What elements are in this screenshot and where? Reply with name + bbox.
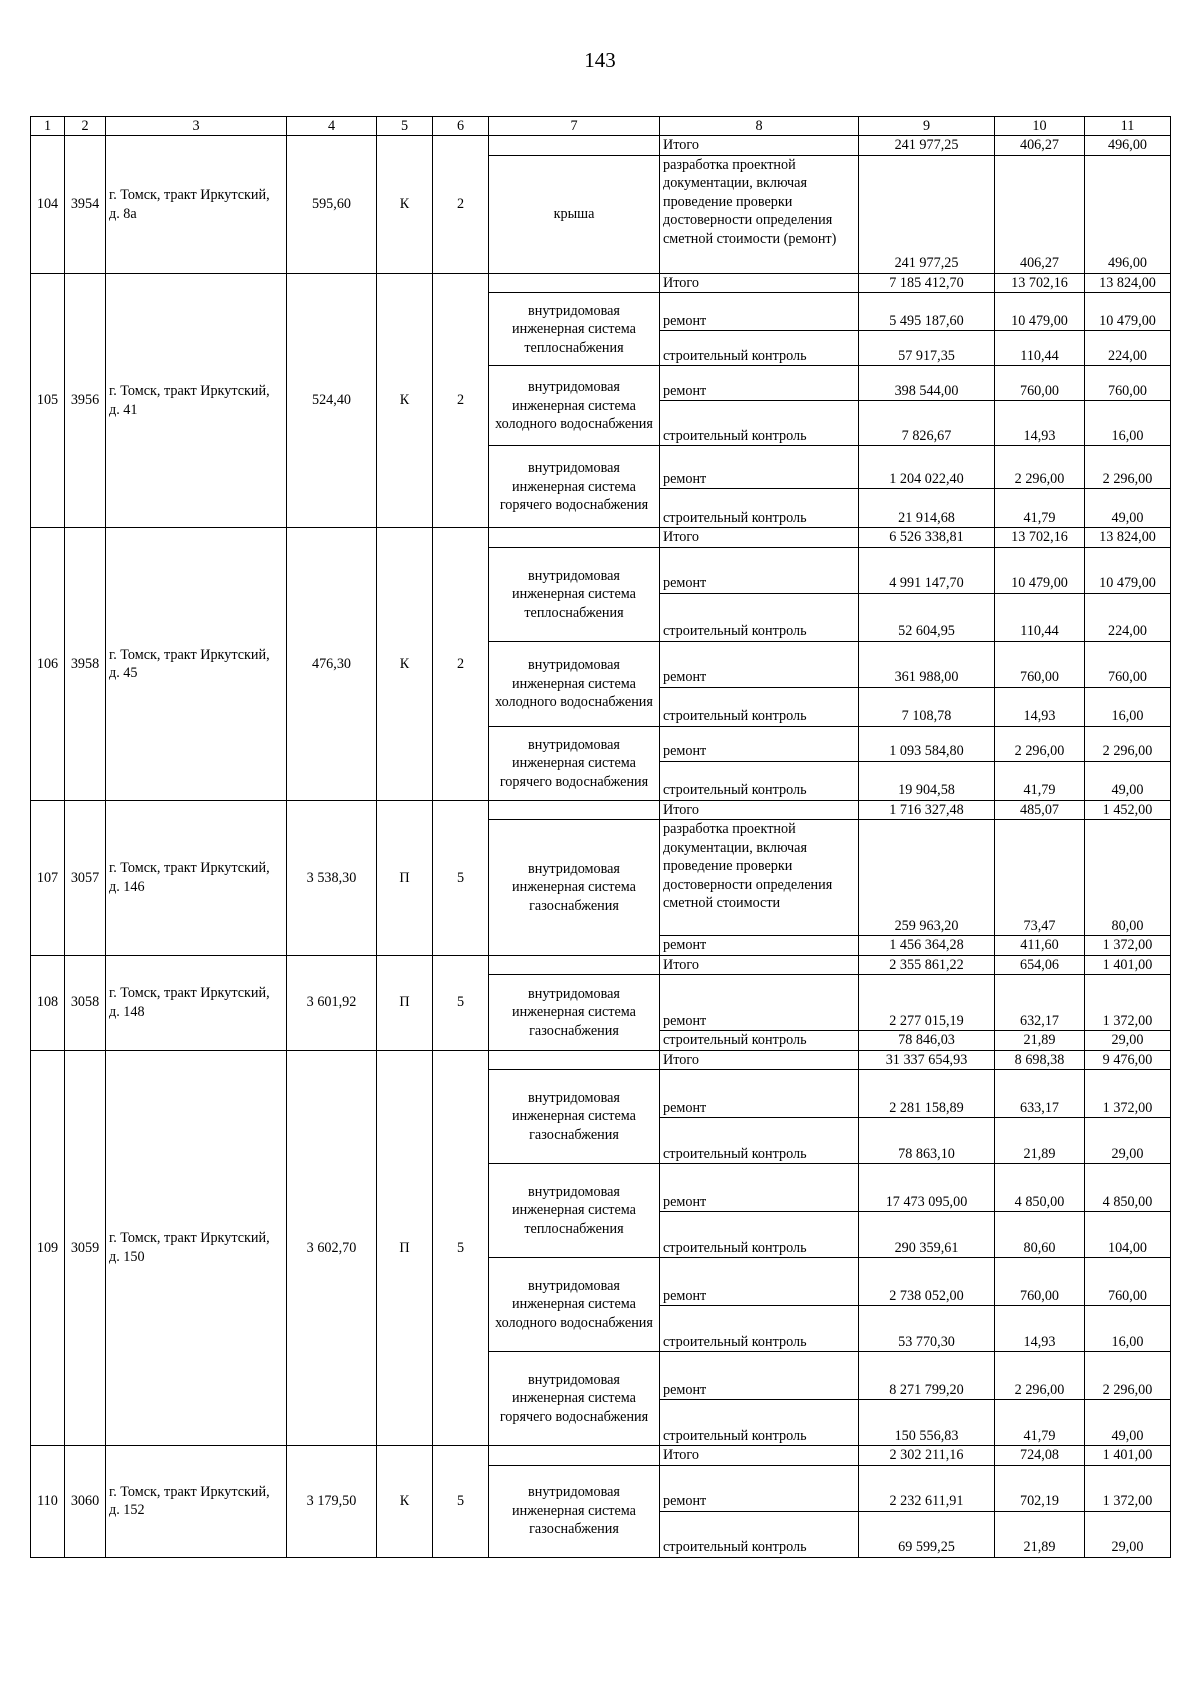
work-limit-cost: 16,00 (1085, 1306, 1171, 1352)
work-unit-cost: 760,00 (995, 1258, 1085, 1306)
wall-material: К (377, 1446, 433, 1557)
work-type: разработка проектной документации, включая проведение проверки достоверности определения сметной стоимости (660, 820, 859, 936)
wall-material: К (377, 273, 433, 527)
work-unit-cost: 21,89 (995, 1511, 1085, 1557)
work-unit-cost: 14,93 (995, 1306, 1085, 1352)
work-limit-cost: 224,00 (1085, 593, 1171, 641)
work-system: внутридомовая инженерная система холодного водоснабжения (489, 366, 660, 446)
work-type: строительный контроль (660, 1306, 859, 1352)
total-cost: 241 977,25 (859, 136, 995, 155)
work-limit-cost: 10 479,00 (1085, 293, 1171, 331)
work-unit-cost: 2 296,00 (995, 446, 1085, 489)
total-limit-cost: 13 824,00 (1085, 528, 1171, 547)
header-cell: 9 (859, 117, 995, 136)
house-address: г. Томск, тракт Иркутский, д. 45 (106, 528, 287, 800)
house-code: 3059 (65, 1050, 106, 1445)
house-row (31, 273, 1171, 292)
work-limit-cost: 49,00 (1085, 489, 1171, 528)
floor-count: 2 (433, 528, 489, 800)
page-number: 143 (584, 48, 616, 72)
house-address: г. Томск, тракт Иркутский, д. 8а (106, 136, 287, 273)
header-cell: 7 (489, 117, 660, 136)
house-area: 3 602,70 (287, 1050, 377, 1445)
work-system: внутридомовая инженерная система холодного водоснабжения (489, 641, 660, 726)
house-area: 524,40 (287, 273, 377, 527)
house-code: 3060 (65, 1446, 106, 1557)
work-limit-cost: 29,00 (1085, 1031, 1171, 1050)
header-cell: 5 (377, 117, 433, 136)
work-system: внутридомовая инженерная система холодного водоснабжения (489, 1258, 660, 1352)
work-type: строительный контроль (660, 1400, 859, 1446)
header-cell: 3 (106, 117, 287, 136)
work-cost: 5 495 187,60 (859, 293, 995, 331)
work-unit-cost: 406,27 (995, 155, 1085, 273)
floor-count: 5 (433, 1050, 489, 1445)
work-cost: 150 556,83 (859, 1400, 995, 1446)
work-unit-cost: 632,17 (995, 975, 1085, 1031)
total-limit-cost: 1 452,00 (1085, 800, 1171, 819)
work-type: ремонт (660, 1070, 859, 1118)
work-limit-cost: 496,00 (1085, 155, 1171, 273)
row-number: 108 (31, 955, 65, 1050)
total-limit-cost: 9 476,00 (1085, 1050, 1171, 1069)
work-type: ремонт (660, 641, 859, 687)
total-limit-cost: 1 401,00 (1085, 955, 1171, 974)
work-unit-cost: 2 296,00 (995, 1352, 1085, 1400)
work-cost: 17 473 095,00 (859, 1164, 995, 1212)
work-unit-cost: 80,60 (995, 1212, 1085, 1258)
work-cost: 259 963,20 (859, 820, 995, 936)
total-unit-cost: 406,27 (995, 136, 1085, 155)
work-limit-cost: 2 296,00 (1085, 446, 1171, 489)
total-label: Итого (660, 273, 859, 292)
work-system: внутридомовая инженерная система газоснабжения (489, 1070, 660, 1164)
wall-material: К (377, 528, 433, 800)
work-system: внутридомовая инженерная система газоснабжения (489, 1465, 660, 1557)
empty-cell (489, 1050, 660, 1069)
house-row (31, 800, 1171, 819)
row-number: 110 (31, 1446, 65, 1557)
header-cell: 1 (31, 117, 65, 136)
work-type: строительный контроль (660, 1031, 859, 1050)
work-type: ремонт (660, 1465, 859, 1511)
house-code: 3058 (65, 955, 106, 1050)
empty-cell (489, 955, 660, 974)
work-system: внутридомовая инженерная система газоснабжения (489, 820, 660, 955)
house-address: г. Томск, тракт Иркутский, д. 41 (106, 273, 287, 527)
total-cost: 7 185 412,70 (859, 273, 995, 292)
work-limit-cost: 10 479,00 (1085, 547, 1171, 593)
house-address: г. Томск, тракт Иркутский, д. 152 (106, 1446, 287, 1557)
total-cost: 6 526 338,81 (859, 528, 995, 547)
total-label: Итого (660, 1446, 859, 1465)
work-system: крыша (489, 155, 660, 273)
header-cell: 4 (287, 117, 377, 136)
floor-count: 5 (433, 1446, 489, 1557)
header-cell: 6 (433, 117, 489, 136)
total-limit-cost: 496,00 (1085, 136, 1171, 155)
work-type: строительный контроль (660, 687, 859, 726)
total-cost: 2 302 211,16 (859, 1446, 995, 1465)
work-cost: 1 456 364,28 (859, 936, 995, 955)
work-type: ремонт (660, 446, 859, 489)
work-unit-cost: 4 850,00 (995, 1164, 1085, 1212)
work-cost: 52 604,95 (859, 593, 995, 641)
work-type: ремонт (660, 547, 859, 593)
work-system: внутридомовая инженерная система теплоснабжения (489, 547, 660, 641)
work-cost: 290 359,61 (859, 1212, 995, 1258)
house-area: 595,60 (287, 136, 377, 273)
work-limit-cost: 760,00 (1085, 1258, 1171, 1306)
total-unit-cost: 13 702,16 (995, 273, 1085, 292)
work-limit-cost: 49,00 (1085, 1400, 1171, 1446)
work-unit-cost: 14,93 (995, 687, 1085, 726)
house-address: г. Томск, тракт Иркутский, д. 146 (106, 800, 287, 955)
house-code: 3956 (65, 273, 106, 527)
work-system: внутридомовая инженерная система теплоснабжения (489, 1164, 660, 1258)
work-type: ремонт (660, 1352, 859, 1400)
house-code: 3954 (65, 136, 106, 273)
work-cost: 4 991 147,70 (859, 547, 995, 593)
work-type: строительный контроль (660, 761, 859, 800)
work-limit-cost: 104,00 (1085, 1212, 1171, 1258)
work-cost: 7 826,67 (859, 401, 995, 446)
row-number: 105 (31, 273, 65, 527)
wall-material: П (377, 1050, 433, 1445)
house-code: 3958 (65, 528, 106, 800)
total-label: Итого (660, 528, 859, 547)
row-number: 107 (31, 800, 65, 955)
work-limit-cost: 760,00 (1085, 641, 1171, 687)
work-limit-cost: 29,00 (1085, 1118, 1171, 1164)
work-type: ремонт (660, 936, 859, 955)
work-cost: 8 271 799,20 (859, 1352, 995, 1400)
work-unit-cost: 41,79 (995, 1400, 1085, 1446)
work-cost: 57 917,35 (859, 331, 995, 366)
work-cost: 53 770,30 (859, 1306, 995, 1352)
work-limit-cost: 4 850,00 (1085, 1164, 1171, 1212)
empty-cell (489, 273, 660, 292)
work-type: строительный контроль (660, 331, 859, 366)
total-limit-cost: 1 401,00 (1085, 1446, 1171, 1465)
work-type: строительный контроль (660, 1511, 859, 1557)
work-cost: 1 204 022,40 (859, 446, 995, 489)
total-cost: 2 355 861,22 (859, 955, 995, 974)
floor-count: 2 (433, 273, 489, 527)
work-unit-cost: 110,44 (995, 331, 1085, 366)
work-cost: 78 846,03 (859, 1031, 995, 1050)
work-limit-cost: 1 372,00 (1085, 936, 1171, 955)
work-system: внутридомовая инженерная система горячего водоснабжения (489, 726, 660, 800)
work-limit-cost: 49,00 (1085, 761, 1171, 800)
work-unit-cost: 411,60 (995, 936, 1085, 955)
work-system: внутридомовая инженерная система газоснабжения (489, 975, 660, 1050)
work-limit-cost: 2 296,00 (1085, 726, 1171, 761)
work-limit-cost: 1 372,00 (1085, 975, 1171, 1031)
work-unit-cost: 41,79 (995, 489, 1085, 528)
work-unit-cost: 41,79 (995, 761, 1085, 800)
work-system: внутридомовая инженерная система теплоснабжения (489, 293, 660, 366)
work-cost: 2 738 052,00 (859, 1258, 995, 1306)
work-unit-cost: 702,19 (995, 1465, 1085, 1511)
work-unit-cost: 10 479,00 (995, 293, 1085, 331)
total-cost: 31 337 654,93 (859, 1050, 995, 1069)
work-cost: 361 988,00 (859, 641, 995, 687)
work-cost: 19 904,58 (859, 761, 995, 800)
total-limit-cost: 13 824,00 (1085, 273, 1171, 292)
work-limit-cost: 29,00 (1085, 1511, 1171, 1557)
empty-cell (489, 136, 660, 155)
work-type: строительный контроль (660, 593, 859, 641)
work-unit-cost: 21,89 (995, 1118, 1085, 1164)
work-system: внутридомовая инженерная система горячего водоснабжения (489, 446, 660, 528)
house-area: 3 538,30 (287, 800, 377, 955)
work-cost: 2 232 611,91 (859, 1465, 995, 1511)
house-code: 3057 (65, 800, 106, 955)
house-address: г. Томск, тракт Иркутский, д. 150 (106, 1050, 287, 1445)
work-type: разработка проектной документации, включая проведение проверки достоверности определения сметной стоимости (ремонт) (660, 155, 859, 273)
repair-program-table (30, 116, 1171, 1558)
work-type: ремонт (660, 366, 859, 401)
total-cost: 1 716 327,48 (859, 800, 995, 819)
work-cost: 1 093 584,80 (859, 726, 995, 761)
house-row (31, 528, 1171, 547)
wall-material: К (377, 136, 433, 273)
work-unit-cost: 73,47 (995, 820, 1085, 936)
work-type: ремонт (660, 1258, 859, 1306)
work-unit-cost: 2 296,00 (995, 726, 1085, 761)
floor-count: 5 (433, 800, 489, 955)
work-cost: 2 277 015,19 (859, 975, 995, 1031)
work-unit-cost: 21,89 (995, 1031, 1085, 1050)
work-cost: 241 977,25 (859, 155, 995, 273)
work-limit-cost: 16,00 (1085, 687, 1171, 726)
work-cost: 21 914,68 (859, 489, 995, 528)
work-limit-cost: 760,00 (1085, 366, 1171, 401)
total-unit-cost: 724,08 (995, 1446, 1085, 1465)
work-type: строительный контроль (660, 489, 859, 528)
work-type: ремонт (660, 726, 859, 761)
house-area: 3 179,50 (287, 1446, 377, 1557)
work-limit-cost: 1 372,00 (1085, 1070, 1171, 1118)
total-label: Итого (660, 136, 859, 155)
work-type: строительный контроль (660, 401, 859, 446)
row-number: 106 (31, 528, 65, 800)
floor-count: 5 (433, 955, 489, 1050)
work-unit-cost: 14,93 (995, 401, 1085, 446)
work-unit-cost: 760,00 (995, 366, 1085, 401)
work-limit-cost: 2 296,00 (1085, 1352, 1171, 1400)
total-label: Итого (660, 955, 859, 974)
house-row (31, 1446, 1171, 1465)
empty-cell (489, 800, 660, 819)
work-unit-cost: 633,17 (995, 1070, 1085, 1118)
work-cost: 7 108,78 (859, 687, 995, 726)
row-number: 109 (31, 1050, 65, 1445)
wall-material: П (377, 955, 433, 1050)
work-cost: 69 599,25 (859, 1511, 995, 1557)
header-row (31, 117, 1171, 136)
work-limit-cost: 224,00 (1085, 331, 1171, 366)
house-area: 3 601,92 (287, 955, 377, 1050)
total-unit-cost: 485,07 (995, 800, 1085, 819)
work-type: ремонт (660, 293, 859, 331)
work-system: внутридомовая инженерная система горячего водоснабжения (489, 1352, 660, 1446)
work-cost: 2 281 158,89 (859, 1070, 995, 1118)
total-unit-cost: 654,06 (995, 955, 1085, 974)
floor-count: 2 (433, 136, 489, 273)
work-cost: 398 544,00 (859, 366, 995, 401)
row-number: 104 (31, 136, 65, 273)
total-unit-cost: 8 698,38 (995, 1050, 1085, 1069)
work-limit-cost: 16,00 (1085, 401, 1171, 446)
header-cell: 11 (1085, 117, 1171, 136)
house-row (31, 1050, 1171, 1069)
work-unit-cost: 10 479,00 (995, 547, 1085, 593)
work-type: строительный контроль (660, 1212, 859, 1258)
empty-cell (489, 1446, 660, 1465)
work-type: ремонт (660, 1164, 859, 1212)
header-cell: 8 (660, 117, 859, 136)
work-cost: 78 863,10 (859, 1118, 995, 1164)
empty-cell (489, 528, 660, 547)
total-label: Итого (660, 1050, 859, 1069)
work-limit-cost: 1 372,00 (1085, 1465, 1171, 1511)
work-type: ремонт (660, 975, 859, 1031)
house-area: 476,30 (287, 528, 377, 800)
work-unit-cost: 760,00 (995, 641, 1085, 687)
house-row (31, 136, 1171, 155)
header-cell: 2 (65, 117, 106, 136)
house-row (31, 955, 1171, 974)
total-unit-cost: 13 702,16 (995, 528, 1085, 547)
work-unit-cost: 110,44 (995, 593, 1085, 641)
wall-material: П (377, 800, 433, 955)
work-limit-cost: 80,00 (1085, 820, 1171, 936)
house-address: г. Томск, тракт Иркутский, д. 148 (106, 955, 287, 1050)
total-label: Итого (660, 800, 859, 819)
header-cell: 10 (995, 117, 1085, 136)
work-type: строительный контроль (660, 1118, 859, 1164)
